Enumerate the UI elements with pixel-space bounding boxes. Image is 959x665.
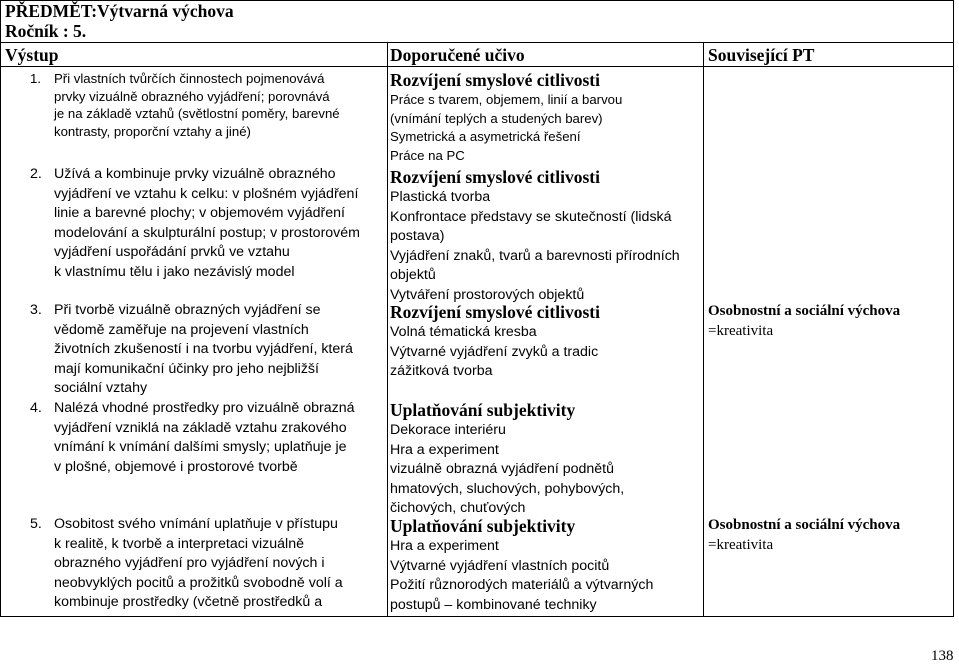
- grade-label: Ročník : 5.: [5, 21, 87, 41]
- curriculum-line: (vnímání teplých a studených barev): [390, 110, 603, 126]
- curriculum-line: Požití různorodých materiálů a výtvarných: [390, 577, 654, 593]
- curriculum-block-1: [390, 70, 700, 165]
- outcome-item-4: [30, 399, 385, 477]
- outcome-item-1: [30, 70, 385, 140]
- column-divider-2: [703, 42, 704, 617]
- outcome-line: kombinuje prostředky (včetně prostředků a: [54, 594, 323, 610]
- curriculum-line: Výtvarné vyjádření zvyků a tradic: [390, 343, 599, 360]
- outcome-item-5: [30, 515, 385, 613]
- curriculum-line: postupů – kombinované techniky: [390, 596, 597, 613]
- outcome-number: 3.: [30, 302, 42, 318]
- curriculum-line: Výtvarné vyjádření vlastních pocitů: [390, 557, 610, 574]
- curriculum-line: zážitková tvorba: [390, 363, 493, 379]
- outcome-line: neobvyklých pocitů a prožitků svobodně volí a: [54, 574, 343, 591]
- outcome-line: životních zkušeností i na tvorbu vyjádření, která: [54, 341, 353, 357]
- column-header-curriculum: Doporučené učivo: [390, 45, 525, 65]
- outcome-line: Při tvorbě vizuálně obrazných vyjádření se: [54, 302, 321, 318]
- related-topic-value: =kreativita: [708, 536, 774, 553]
- outcome-line: vyjádření ve vztahu k celku: v plošném vyjádření: [54, 185, 359, 202]
- outcome-line: sociální vztahy: [54, 380, 148, 396]
- curriculum-heading: Rozvíjení smyslové citlivosti: [390, 302, 600, 322]
- outcome-line: Při vlastních tvůrčích činnostech pojmenovává: [54, 71, 325, 86]
- curriculum-line: Symetrická a asymetrická řešení: [390, 129, 581, 144]
- column-header-related: Související PT: [708, 45, 815, 65]
- column-header-divider: [0, 66, 954, 67]
- outcome-line: Užívá a kombinuje prvky vizuálně obrazného: [54, 166, 336, 182]
- outcome-line: vyjádření vzniklá na základě vztahu zrakového: [54, 419, 347, 436]
- curriculum-line: Hra a experiment: [390, 441, 499, 458]
- curriculum-line: Konfrontace představy se skutečností (lidská: [390, 208, 672, 225]
- outcome-number: 2.: [30, 166, 42, 182]
- curriculum-line: čichových, chuťových: [390, 500, 526, 516]
- outcome-line: je na základě vztahů (světlostní poměry, barevné: [54, 106, 340, 121]
- curriculum-heading: Uplatňování subjektivity: [390, 516, 576, 536]
- curriculum-heading: Rozvíjení smyslové citlivosti: [390, 70, 600, 90]
- curriculum-line: objektů: [390, 267, 436, 283]
- outcome-line: k realitě, k tvorbě a interpretaci vizuálně: [54, 535, 304, 552]
- related-topic-2: [708, 516, 953, 555]
- curriculum-heading: Rozvíjení smyslové citlivosti: [390, 167, 600, 187]
- outcome-line: vyjádření uspořádání prvků ve vztahu: [54, 244, 290, 260]
- curriculum-block-4: [390, 400, 700, 519]
- outcome-line: k vlastnímu tělu i jako nezávislý model: [54, 263, 295, 280]
- curriculum-block-5: [390, 516, 700, 615]
- outcome-line: vnímání k vnímání dalšími smysly; uplatňuje je: [54, 439, 347, 455]
- outcome-line: Osobitost svého vnímání uplatňuje v přístupu: [54, 516, 338, 532]
- outcome-line: v plošné, objemové i prostorové tvorbě: [54, 458, 298, 475]
- outcome-line: kontrasty, proporční vztahy a jiné): [54, 123, 251, 139]
- related-topic-heading: Osobnostní a sociální výchova: [708, 517, 901, 533]
- curriculum-line: Plastická tvorba: [390, 189, 491, 205]
- related-topic-value: =kreativita: [708, 322, 774, 339]
- curriculum-heading: Uplatňování subjektivity: [390, 400, 576, 420]
- curriculum-line: Hra a experiment: [390, 538, 499, 554]
- curriculum-line: Práce na PC: [390, 147, 465, 163]
- outcome-line: vědomě zaměřuje na projevení vlastních: [54, 321, 309, 338]
- outcome-number: 5.: [30, 516, 42, 532]
- outcome-item-2: [30, 165, 385, 282]
- curriculum-line: Volná tématická kresba: [390, 324, 537, 340]
- outcome-item-3: [30, 301, 385, 399]
- related-topic-1: [708, 302, 953, 341]
- outcome-line: Nalézá vhodné prostředky pro vizuálně obrazná: [54, 400, 355, 416]
- curriculum-line: Vyjádření znaků, tvarů a barevnosti přírodních: [390, 247, 680, 264]
- outcome-line: modelování a skulpturální postup; v prostorovém: [54, 224, 360, 241]
- column-divider-1: [387, 42, 388, 617]
- column-header-outcome: Výstup: [5, 45, 59, 65]
- curriculum-line: hmatových, sluchových, pohybových,: [390, 480, 625, 497]
- curriculum-line: vizuálně obrazná vyjádření podnětů: [390, 461, 615, 477]
- curriculum-line: Dekorace interiéru: [390, 422, 506, 438]
- header-divider: [0, 42, 954, 43]
- curriculum-block-3: [390, 302, 700, 382]
- outcome-number: 1.: [30, 71, 41, 86]
- subject-title: PŘEDMĚT:Výtvarná výchova: [5, 1, 234, 21]
- curriculum-line: postava): [390, 228, 445, 244]
- curriculum-block-2: [390, 167, 700, 305]
- outcome-number: 4.: [30, 400, 42, 416]
- outcome-line: obrazného vyjádření pro vyjádření nových i: [54, 555, 325, 571]
- related-topic-heading: Osobnostní a sociální výchova: [708, 303, 901, 319]
- curriculum-line: Vytváření prostorových objektů: [390, 286, 585, 303]
- page-number: 138: [931, 648, 954, 664]
- outcome-line: mají komunikační účinky pro jeho nejbližší: [54, 360, 319, 377]
- outcome-line: prvky vizuálně obrazného vyjádření; porovnává: [54, 88, 330, 104]
- outcome-line: linie a barevné plochy; v objemovém vyjádření: [54, 205, 345, 221]
- curriculum-line: Práce s tvarem, objemem, linií a barvou: [390, 92, 623, 107]
